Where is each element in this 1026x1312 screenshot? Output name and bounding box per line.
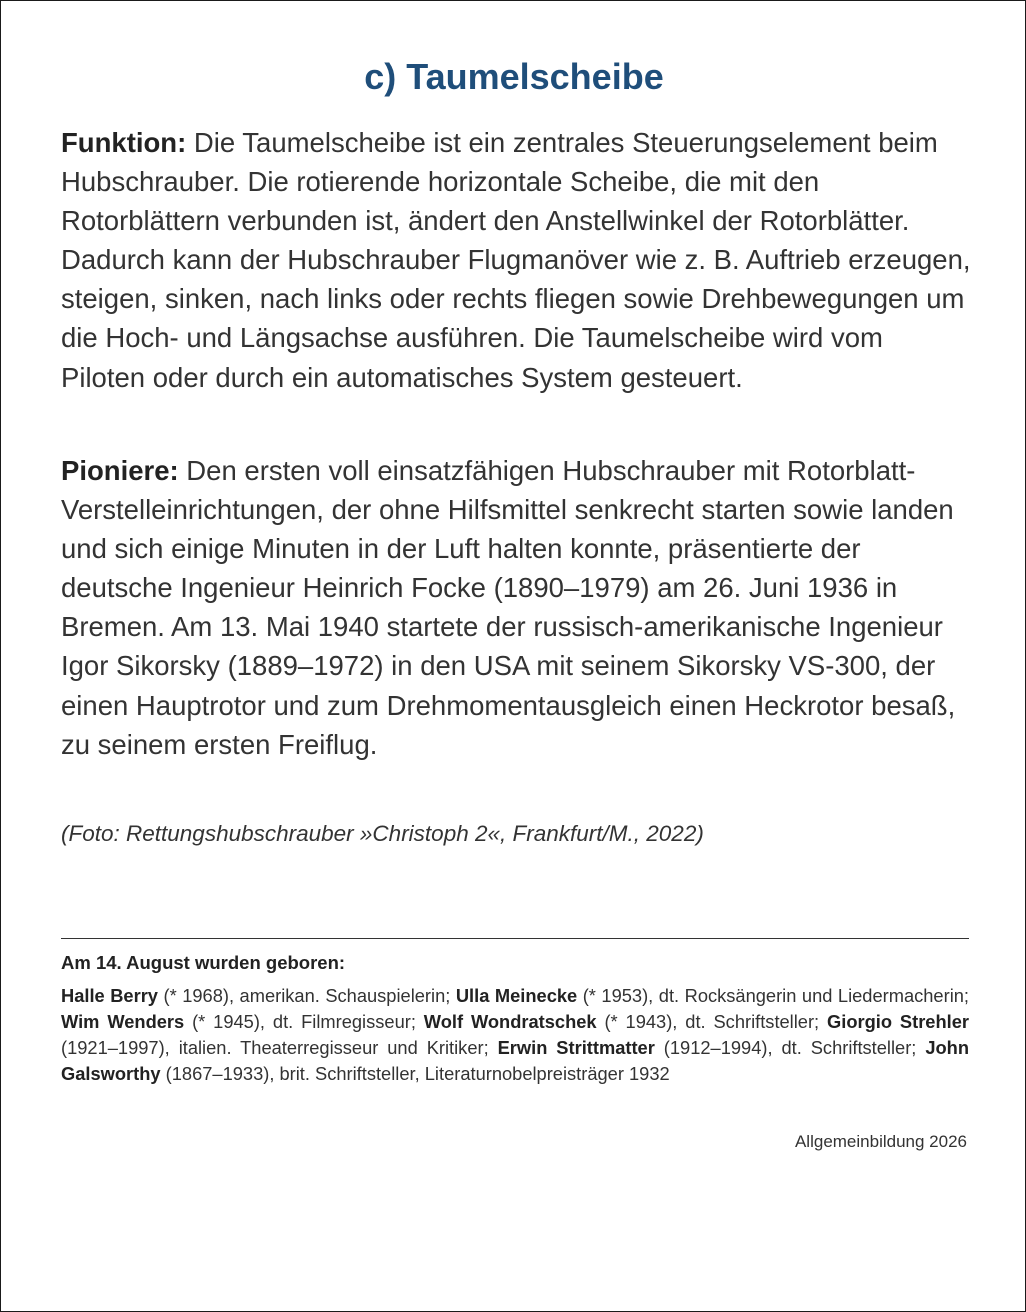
pioniere-label: Pioniere: <box>61 455 179 486</box>
person-detail: (* 1968), amerikan. Schauspielerin; <box>157 985 456 1006</box>
funktion-paragraph <box>61 123 973 397</box>
person-name: Ulla Meinecke <box>455 985 578 1006</box>
person-detail: (1921–1997), italien. Theaterregisseur und Kritiker; <box>61 1036 498 1058</box>
page-title: c) Taumelscheibe <box>364 56 664 97</box>
person-detail: (1912–1994), dt. Schriftsteller; <box>654 1036 926 1058</box>
person-detail: (1867–1933), brit. Schriftsteller, Literaturnobelpreisträger 1932 <box>160 1062 670 1084</box>
person-name: Halle Berry <box>61 985 158 1006</box>
person-detail: (* 1943), dt. Schriftsteller; <box>596 1010 828 1032</box>
divider <box>61 938 969 939</box>
pioniere-text: Den ersten voll einsatzfähigen Hubschrauber mit Rotorblatt-Verstelleinrichtungen, der ohne Hilfsmittel senkrecht starten sowie landen und sich einige Minuten in der Luft halten konnte, präsentierte der deutsche Ingenieur Heinrich Focke (1890–1979) am 26. Juni 1936 in Bremen. Am 13. Mai 1940 startete der russisch-amerikanische Ingenieur Igor Sikorsky (1889–1972) in den USA mit seinem Sikorsky VS-300, der einen Hauptrotor und zum Drehmomentausgleich einen Heckrotor besaß, zu seinem ersten Freiflug. <box>61 455 956 760</box>
birthdays-list <box>61 983 969 1087</box>
funktion-text: Die Taumelscheibe ist ein zentrales Steuerungselement beim Hubschrauber. Die rotierende horizontale Scheibe, die mit den Rotorblättern verbunden ist, ändert den Anstellwinkel der Rotorblätter. Dadurch kann der Hubschrauber Flugmanöver wie z. B. Auftrieb erzeugen, steigen, sinken, nach links oder rechts fliegen sowie Drehbewegungen um die Hoch- und Längsachse ausführen. Die Taumelscheibe wird vom Piloten oder durch ein automatisches System gesteuert. <box>61 127 971 393</box>
person-detail: (* 1945), dt. Filmregisseur; <box>184 1010 424 1032</box>
person-name: John Galsworthy <box>61 1036 969 1084</box>
person-detail: (* 1953), dt. Rocksängerin und Liedermacherin; <box>577 985 969 1006</box>
photo-caption: (Foto: Rettungshubschrauber »Christoph 2«, Frankfurt/M., 2022) <box>61 821 704 846</box>
person-name: Erwin Strittmatter <box>497 1036 655 1058</box>
funktion-label: Funktion: <box>61 127 187 158</box>
person-name: Wim Wenders <box>61 1010 185 1032</box>
birthdays-heading: Am 14. August wurden geboren: <box>61 952 346 973</box>
person-name: Wolf Wondratschek <box>423 1010 597 1032</box>
person-name: Giorgio Strehler <box>827 1010 970 1032</box>
pioniere-paragraph <box>61 451 973 764</box>
source-label: Allgemeinbildung 2026 <box>794 1132 967 1151</box>
